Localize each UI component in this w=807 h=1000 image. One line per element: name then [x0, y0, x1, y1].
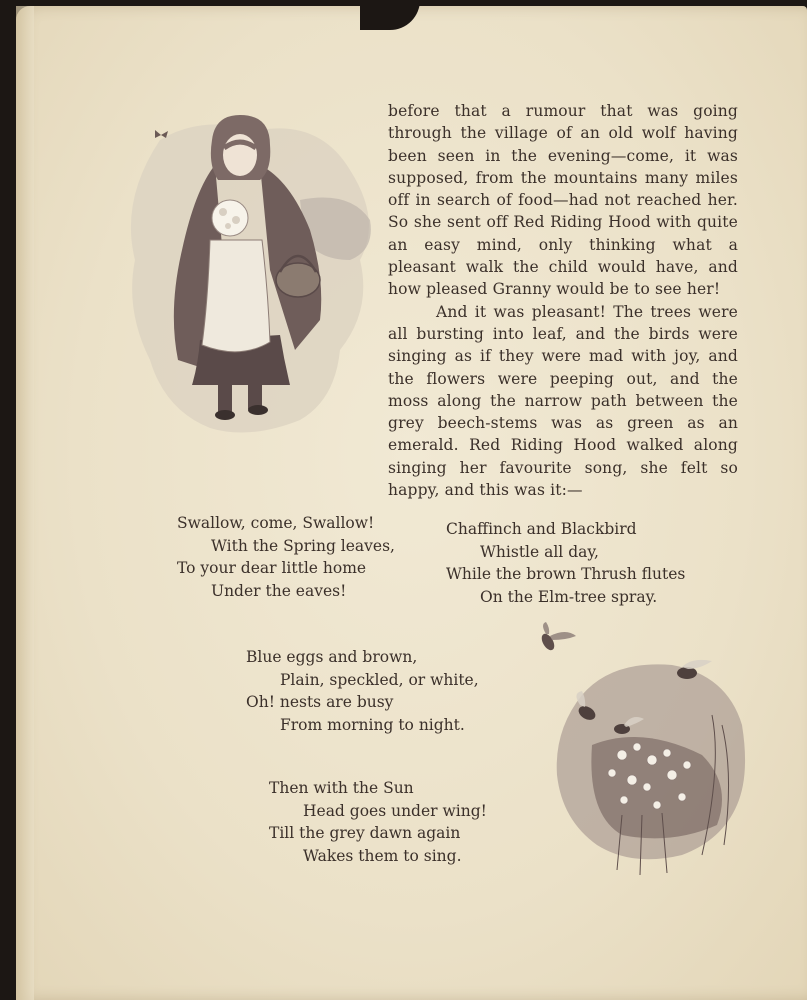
flying-insect-illustration — [536, 622, 580, 656]
verse-line: Oh! nests are busy — [246, 693, 394, 711]
story-text — [388, 100, 738, 501]
verse-line: Then with the Sun — [269, 779, 414, 797]
verse-line: On the Elm-tree spray. — [480, 587, 658, 606]
verse-line: Plain, speckled, or white, — [280, 670, 479, 689]
verse-line: Under the eaves! — [211, 581, 347, 600]
verse-line: Whistle all day, — [480, 542, 599, 561]
red-riding-hood-illustration — [120, 110, 382, 440]
verse-line: Chaffinch and Blackbird — [446, 520, 637, 538]
verse-line: Blue eggs and brown, — [246, 648, 418, 666]
verse-line: To your dear little home — [177, 559, 367, 577]
story-paragraph-1: before that a rumour that was going through the village of an old wolf having been seen in the evening—come, it was supposed, from the mountains many miles off in search of food—had not reached her. So she sent off Red Riding Hood with quite an easy mind, only thinking what a pleasant walk the child would have, and how pleased Granny would be to see her! — [388, 102, 738, 299]
page-binding-edge — [16, 6, 34, 1000]
verse-line: While the brown Thrush flutes — [446, 565, 686, 583]
verse-stanza-3 — [246, 646, 479, 736]
verse-line: From morning to night. — [280, 715, 465, 734]
verse-stanza-1 — [177, 512, 395, 602]
verse-line: With the Spring leaves, — [211, 536, 395, 555]
verse-line: Wakes them to sing. — [303, 846, 462, 865]
flowers-and-bees-illustration — [552, 655, 748, 880]
story-paragraph-2: And it was pleasant! The trees were all bursting into leaf, and the birds were singing as if they were mad with joy, and the flowers were peeping out, and the moss along the narrow path between the grey beech-stems was as green as an emerald. Red Riding Hood walked along singing her favourite song, she felt so happy, and this was it:— — [388, 302, 738, 500]
verse-line: Swallow, come, Swallow! — [177, 514, 375, 532]
verse-stanza-2 — [446, 518, 685, 608]
verse-line: Till the grey dawn again — [269, 824, 461, 842]
verse-stanza-4 — [269, 777, 487, 867]
verse-line: Head goes under wing! — [303, 801, 487, 820]
